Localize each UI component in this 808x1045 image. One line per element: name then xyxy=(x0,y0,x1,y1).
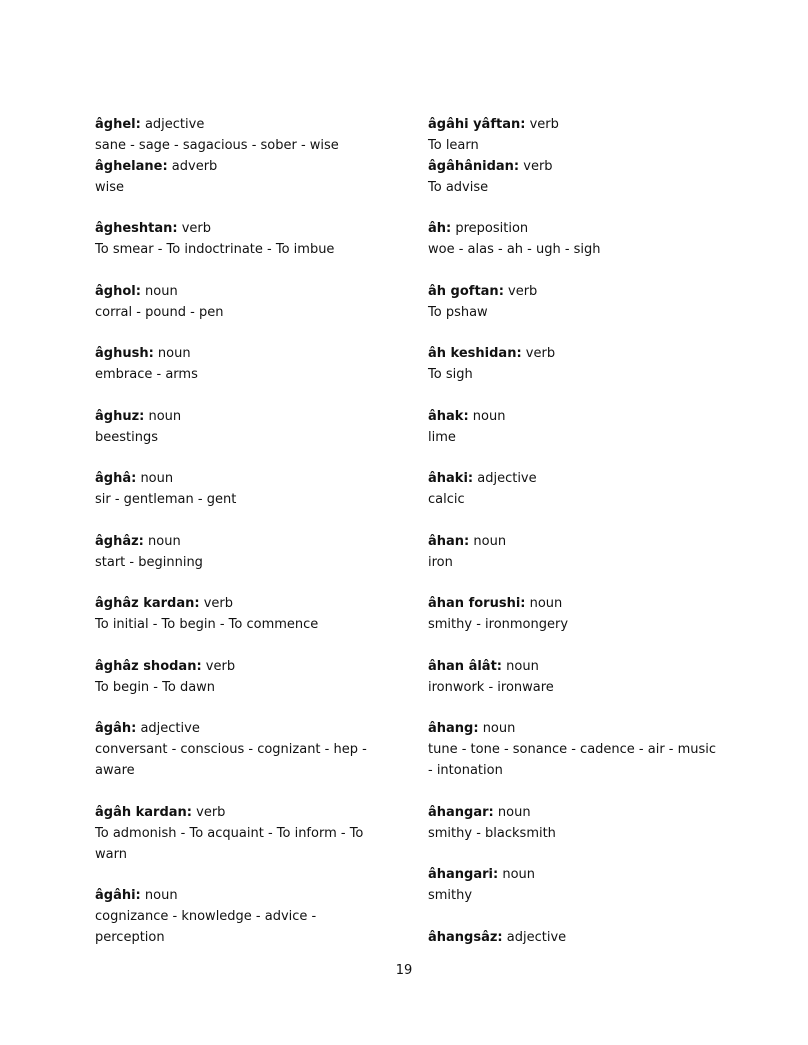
entry-definition-line: aware xyxy=(95,763,135,779)
entry-term: âhang: xyxy=(428,721,479,737)
entry-term: âghel: xyxy=(95,117,141,132)
dictionary-entry xyxy=(95,803,395,866)
entry-part-of-speech: noun xyxy=(140,283,178,299)
entry-definition-line: lime xyxy=(428,429,456,445)
dictionary-entry xyxy=(95,469,395,511)
entry-part-of-speech: adjective xyxy=(140,117,205,132)
dictionary-entry xyxy=(95,594,395,636)
entry-spacer xyxy=(428,907,728,928)
entry-definition-line: tune - tone - sonance - cadence - air - music xyxy=(428,742,717,758)
entry-headline xyxy=(95,532,395,553)
entry-term: âhan: xyxy=(428,533,470,549)
entry-spacer xyxy=(95,699,395,720)
entry-definition-line: warn xyxy=(95,846,127,862)
entry-headline xyxy=(428,469,728,490)
entry-part-of-speech: noun xyxy=(478,721,516,737)
right-column xyxy=(428,115,728,949)
entry-term: âgâh: xyxy=(95,721,137,737)
entry-spacer xyxy=(428,261,728,282)
dictionary-entry xyxy=(428,928,728,949)
entry-spacer xyxy=(428,845,728,866)
entry-part-of-speech: adverb xyxy=(167,158,218,174)
entry-definition-line: perception xyxy=(95,929,165,945)
dictionary-entry xyxy=(428,115,728,157)
dictionary-entry xyxy=(95,219,395,261)
entry-headline xyxy=(95,157,395,178)
dictionary-entry xyxy=(95,719,395,782)
entry-definition-line: embrace - arms xyxy=(95,367,198,383)
entry-term: âghâ: xyxy=(95,471,137,487)
entry-part-of-speech: noun xyxy=(469,533,507,549)
entry-definition-line: smithy xyxy=(428,888,473,904)
entry-spacer xyxy=(428,782,728,803)
entry-definition-line: To initial - To begin - To commence xyxy=(95,617,319,633)
entry-spacer xyxy=(95,636,395,657)
entry-definition-line: smithy - ironmongery xyxy=(428,617,569,633)
entry-term: âh: xyxy=(428,221,452,237)
dictionary-entry xyxy=(95,532,395,574)
entry-term: âhaki: xyxy=(428,471,474,487)
entry-headline xyxy=(428,532,728,553)
entry-definition-line: To pshaw xyxy=(428,304,488,320)
entry-part-of-speech: preposition xyxy=(451,221,529,237)
entry-term: âh goftan: xyxy=(428,283,504,299)
entry-term: âhangari: xyxy=(428,867,499,883)
entry-term: âghâz kardan: xyxy=(95,596,200,612)
dictionary-entry xyxy=(428,407,728,449)
entry-spacer xyxy=(95,261,395,282)
entry-headline xyxy=(428,803,728,824)
entry-definition-line: To sigh xyxy=(428,367,473,383)
entry-spacer xyxy=(95,865,395,886)
entry-term: âgâhi: xyxy=(95,888,141,904)
entry-part-of-speech: verb xyxy=(199,596,233,612)
dictionary-entry xyxy=(428,157,728,199)
entry-headline xyxy=(95,886,395,907)
dictionary-entry xyxy=(428,282,728,324)
entry-definition-line: woe - alas - ah - ugh - sigh xyxy=(428,242,601,258)
entry-term: âghâz shodan: xyxy=(95,658,202,674)
dictionary-entry xyxy=(428,719,728,782)
dictionary-entry xyxy=(95,282,395,324)
entry-headline xyxy=(428,594,728,615)
dictionary-entry xyxy=(95,157,395,199)
entry-definition-line: To admonish - To acquaint - To inform - To xyxy=(95,825,364,841)
entry-definition-line: corral - pound - pen xyxy=(95,304,224,320)
entry-part-of-speech: verb xyxy=(521,346,556,362)
entry-part-of-speech: noun xyxy=(502,658,539,674)
entry-definition-line: To smear - To indoctrinate - To imbue xyxy=(95,242,335,258)
entry-spacer xyxy=(95,511,395,532)
entry-definition-line: - intonation xyxy=(428,763,503,779)
entry-definition-line: sir - gentleman - gent xyxy=(95,492,237,508)
entry-spacer xyxy=(428,323,728,344)
dictionary-entry xyxy=(95,886,395,949)
entry-part-of-speech: noun xyxy=(468,408,506,424)
entry-part-of-speech: noun xyxy=(493,804,531,820)
dictionary-entry xyxy=(428,803,728,845)
entry-spacer xyxy=(95,198,395,219)
dictionary-entry xyxy=(428,594,728,636)
entry-term: âgâhânidan: xyxy=(428,158,520,174)
dictionary-entry xyxy=(428,532,728,574)
entry-part-of-speech: noun xyxy=(136,471,174,487)
entry-spacer xyxy=(428,198,728,219)
entry-part-of-speech: noun xyxy=(143,533,181,549)
entry-spacer xyxy=(95,386,395,407)
entry-definition-line: beestings xyxy=(95,429,158,445)
entry-headline xyxy=(428,344,728,365)
entry-term: âgâh kardan: xyxy=(95,804,192,820)
entry-term: âhak: xyxy=(428,408,469,424)
entry-part-of-speech: verb xyxy=(192,804,226,820)
entry-headline xyxy=(95,407,395,428)
entry-headline xyxy=(95,469,395,490)
dictionary-entry xyxy=(428,219,728,261)
entry-headline xyxy=(428,719,728,740)
entry-part-of-speech: verb xyxy=(503,283,538,299)
entry-term: âh keshidan: xyxy=(428,346,522,362)
entry-part-of-speech: noun xyxy=(144,408,182,424)
entry-definition-line: smithy - blacksmith xyxy=(428,825,556,841)
entry-term: âghelane: xyxy=(95,158,168,174)
entry-part-of-speech: adjective xyxy=(473,471,537,487)
entry-headline xyxy=(428,282,728,303)
dictionary-entry xyxy=(95,407,395,449)
entry-headline xyxy=(95,719,395,740)
entry-spacer xyxy=(428,699,728,720)
entry-spacer xyxy=(428,574,728,595)
entry-spacer xyxy=(95,323,395,344)
entry-headline xyxy=(428,115,728,136)
dictionary-entry xyxy=(95,344,395,386)
entry-headline xyxy=(95,282,395,303)
entry-part-of-speech: verb xyxy=(201,658,236,674)
entry-headline xyxy=(95,344,395,365)
entry-part-of-speech: noun xyxy=(525,596,563,612)
entry-term: âgheshtan: xyxy=(95,221,178,237)
entry-definition-line: conversant - conscious - cognizant - hep - xyxy=(95,742,367,758)
entry-term: âghuz: xyxy=(95,408,145,424)
entry-definition-line: start - beginning xyxy=(95,554,203,570)
entry-part-of-speech: noun xyxy=(498,867,536,883)
entry-headline xyxy=(95,657,395,678)
entry-part-of-speech: noun xyxy=(153,346,191,362)
entry-term: âgâhi yâftan: xyxy=(428,117,526,132)
dictionary-entry xyxy=(428,469,728,511)
entry-spacer xyxy=(428,449,728,470)
entry-spacer xyxy=(95,449,395,470)
entry-term: âhan forushi: xyxy=(428,596,526,612)
entry-spacer xyxy=(95,574,395,595)
dictionary-entry xyxy=(428,865,728,907)
entry-spacer xyxy=(428,636,728,657)
dictionary-entry xyxy=(428,657,728,699)
entry-spacer xyxy=(95,782,395,803)
entry-headline xyxy=(428,657,728,678)
entry-definition-line: iron xyxy=(428,554,453,570)
entry-part-of-speech: adjective xyxy=(502,929,567,945)
entry-term: âghol: xyxy=(95,283,141,299)
entry-definition-line: cognizance - knowledge - advice - xyxy=(95,909,317,925)
entry-spacer xyxy=(428,511,728,532)
entry-headline xyxy=(95,115,395,136)
entry-part-of-speech: verb xyxy=(177,221,212,237)
entry-headline xyxy=(95,803,395,824)
entry-headline xyxy=(428,157,728,178)
entry-term: âhangsâz: xyxy=(428,929,503,945)
entry-part-of-speech: verb xyxy=(525,117,559,132)
entry-definition-line: wise xyxy=(95,179,125,195)
entry-headline xyxy=(428,928,728,949)
entry-term: âghâz: xyxy=(95,533,144,549)
entry-definition-line: To learn xyxy=(428,137,479,153)
entry-spacer xyxy=(428,386,728,407)
entry-part-of-speech: verb xyxy=(519,158,553,174)
entry-definition-line: sane - sage - sagacious - sober - wise xyxy=(95,137,339,153)
entry-definition-line: To begin - To dawn xyxy=(95,679,216,695)
entry-headline xyxy=(95,594,395,615)
entry-headline xyxy=(428,407,728,428)
entry-part-of-speech: adjective xyxy=(136,721,200,737)
dictionary-entry xyxy=(95,657,395,699)
dictionary-entry xyxy=(428,344,728,386)
entry-definition-line: ironwork - ironware xyxy=(428,679,554,695)
entry-definition-line: To advise xyxy=(428,179,489,195)
entry-part-of-speech: noun xyxy=(140,888,178,904)
entry-headline xyxy=(95,219,395,240)
entry-definition-line: calcic xyxy=(428,492,465,508)
entry-term: âhan âlât: xyxy=(428,658,502,674)
entry-headline xyxy=(428,865,728,886)
entry-term: âhangar: xyxy=(428,804,494,820)
left-column xyxy=(95,115,395,949)
dictionary-entry xyxy=(95,115,395,157)
page-number: 19 xyxy=(395,963,413,978)
entry-term: âghush: xyxy=(95,346,154,362)
entry-headline xyxy=(428,219,728,240)
